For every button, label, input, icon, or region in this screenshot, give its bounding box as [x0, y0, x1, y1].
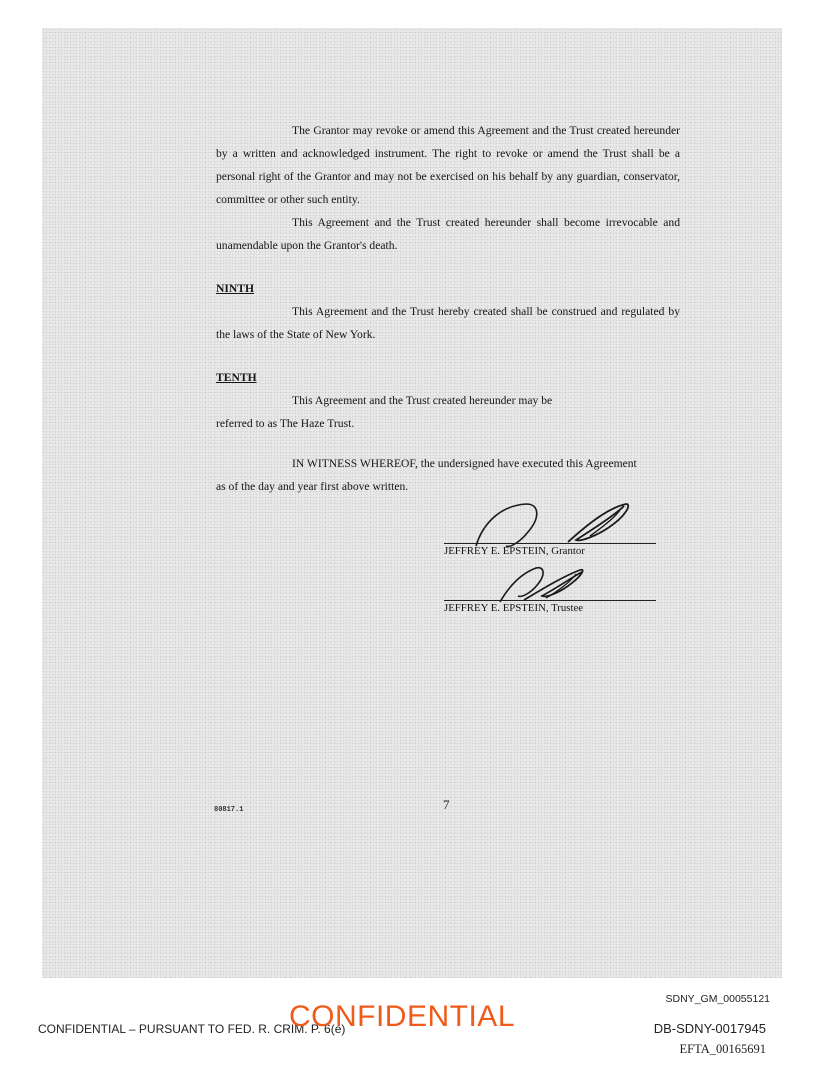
- witness-line1: IN WITNESS WHEREOF, the undersigned have executed this Agreement: [292, 457, 637, 470]
- signature-line: [444, 600, 656, 601]
- ninth-paragraph: This Agreement and the Trust hereby created shall be construed and regulated by the laws of the State of New York.: [216, 305, 680, 341]
- revocation-section: [216, 119, 680, 257]
- bates-number-bottom: DB-SDNY-0017945: [653, 1021, 766, 1036]
- efta-number: EFTA_00165691: [679, 1042, 766, 1056]
- page-number: 7: [443, 797, 450, 812]
- trustee-signature-block: [444, 600, 656, 614]
- tenth-heading: TENTH: [216, 371, 257, 384]
- irrevocable-paragraph: This Agreement and the Trust created hereunder shall become irrevocable and unamendable upon the Grantor's death.: [216, 216, 680, 252]
- revocation-paragraph: The Grantor may revoke or amend this Agreement and the Trust created hereunder by a written and acknowledged instrument. The right to revoke or amend the Trust shall be a personal right of the Grantor and may not be exercised on his behalf by any guardian, conservator, committee or other such entity.: [216, 124, 680, 206]
- ninth-heading: NINTH: [216, 282, 255, 295]
- confidential-notice: CONFIDENTIAL – PURSUANT TO FED. R. CRIM. P. 6(e): [38, 1022, 346, 1036]
- trustee-label: JEFFREY E. EPSTEIN, Trustee: [444, 602, 584, 614]
- tenth-paragraph-line2: referred to as The Haze Trust.: [216, 417, 355, 430]
- tenth-section: [216, 366, 680, 435]
- ninth-section: [216, 277, 680, 346]
- witness-section: [216, 452, 680, 498]
- tenth-paragraph-line1: This Agreement and the Trust created hereunder may be: [292, 394, 553, 407]
- grantor-signature-block: [444, 543, 656, 557]
- signature-line: [444, 543, 656, 544]
- document-id: 80817.1: [214, 806, 244, 814]
- grantor-label: JEFFREY E. EPSTEIN, Grantor: [444, 545, 585, 557]
- confidential-stamp: CONFIDENTIAL: [288, 1000, 516, 1033]
- witness-line2: as of the day and year first above written.: [216, 480, 409, 493]
- bates-number-top: SDNY_GM_00055121: [665, 993, 770, 1005]
